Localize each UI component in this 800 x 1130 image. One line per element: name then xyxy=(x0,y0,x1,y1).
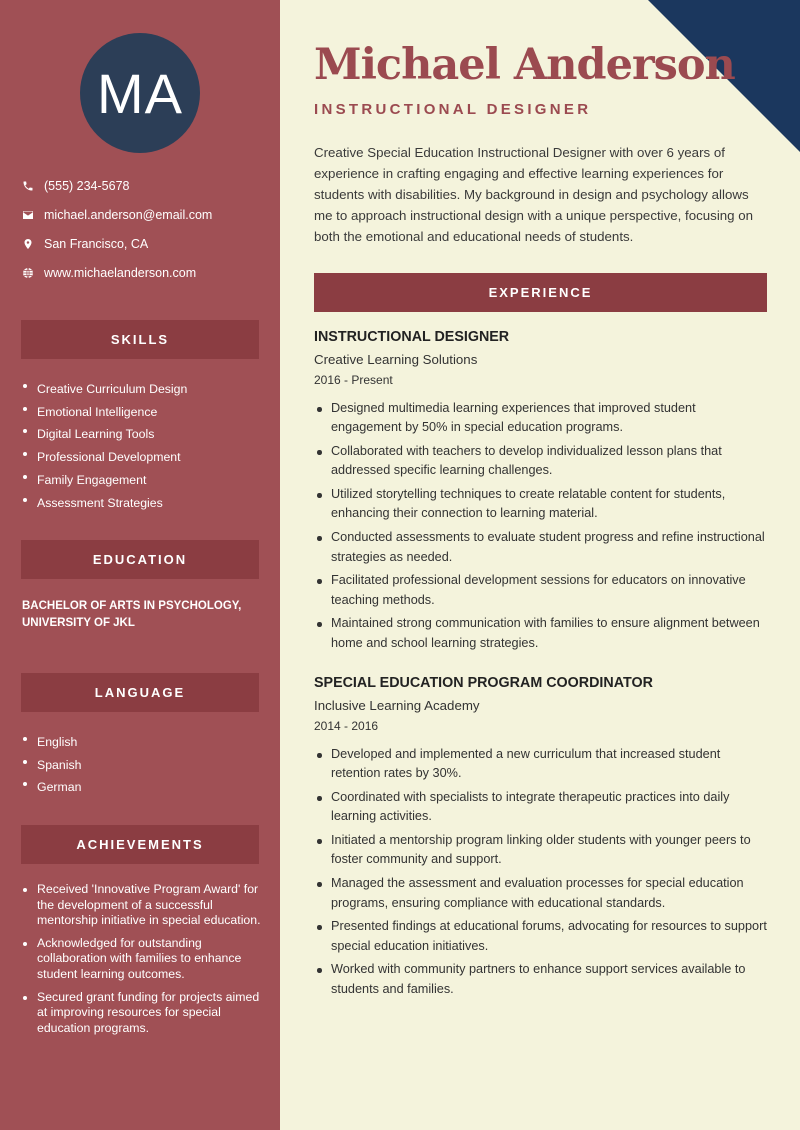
contact-email xyxy=(22,207,212,223)
list-item: Conducted assessments to evaluate student progress and refine instructional strategies as needed. xyxy=(314,528,769,567)
avatar: MA xyxy=(80,33,200,153)
list-item: Maintained strong communication with families to ensure alignment between home and school learning strategies. xyxy=(314,614,769,653)
contact-website xyxy=(22,265,196,281)
contact-location xyxy=(22,236,148,252)
list-item: Emotional Intelligence xyxy=(22,401,187,424)
job-bullets xyxy=(314,745,769,999)
list-item: Developed and implemented a new curriculum that increased student retention rates by 30%. xyxy=(314,745,769,784)
list-item: Creative Curriculum Design xyxy=(22,378,187,401)
summary: Creative Special Education Instructional Designer with over 6 years of experience in crafting engaging and effective learning experiences for students with disabilities. My background in design and psychology allows me to approach instructional design with a unique perspective, focusing on both the emotional and educational needs of students. xyxy=(314,145,754,244)
candidate-name: Michael Anderson xyxy=(314,40,735,90)
list-item: Utilized storytelling techniques to create relatable content for students, enhancing their connection to learning material. xyxy=(314,485,769,524)
list-item: Facilitated professional development sessions for educators on innovative teaching methods. xyxy=(314,571,769,610)
email-text: michael.anderson@email.com xyxy=(44,208,213,222)
list-item: Digital Learning Tools xyxy=(22,423,187,446)
job-entry xyxy=(314,675,769,1004)
sidebar xyxy=(0,0,280,1130)
skills-list xyxy=(22,378,187,514)
phone-icon xyxy=(22,180,34,192)
phone-text: (555) 234-5678 xyxy=(44,179,130,193)
location-text: San Francisco, CA xyxy=(44,237,149,251)
list-item: German xyxy=(22,776,81,799)
list-item: Initiated a mentorship program linking older students with younger peers to foster community and support. xyxy=(314,831,769,870)
job-entry xyxy=(314,329,769,658)
language-list xyxy=(22,731,81,799)
contact-phone xyxy=(22,178,129,194)
list-item: Managed the assessment and evaluation processes for special education programs, ensuring compliance with educational standards. xyxy=(314,874,769,913)
education-degree: BACHELOR OF ARTS IN PSYCHOLOGY, UNIVERSITY OF JKL xyxy=(22,600,242,629)
list-item: Assessment Strategies xyxy=(22,492,187,515)
list-item: Spanish xyxy=(22,754,81,777)
experience-header: EXPERIENCE xyxy=(314,273,767,312)
list-item: Worked with community partners to enhance support services available to students and families. xyxy=(314,960,769,999)
list-item: Designed multimedia learning experiences that improved student engagement by 50% in special education programs. xyxy=(314,399,769,438)
job-title: INSTRUCTIONAL DESIGNER xyxy=(314,101,592,118)
location-pin-icon xyxy=(22,238,34,250)
achievements-list xyxy=(22,882,262,1036)
website-text: www.michaelanderson.com xyxy=(44,266,197,280)
job-dates: 2016 - Present xyxy=(314,373,393,387)
job-bullets xyxy=(314,399,769,653)
list-item: Professional Development xyxy=(22,446,187,469)
job-dates: 2014 - 2016 xyxy=(314,719,379,733)
education-header: EDUCATION xyxy=(21,540,259,579)
list-item: Coordinated with specialists to integrate therapeutic practices into daily learning activities. xyxy=(314,788,769,827)
achievements-header: ACHIEVEMENTS xyxy=(21,825,259,864)
globe-icon xyxy=(22,267,34,279)
skills-header: SKILLS xyxy=(21,320,259,359)
list-item: English xyxy=(22,731,81,754)
job-company: Creative Learning Solutions xyxy=(314,352,478,367)
job-position: SPECIAL EDUCATION PROGRAM COORDINATOR xyxy=(314,675,653,691)
language-header: LANGUAGE xyxy=(21,673,259,712)
list-item: Acknowledged for outstanding collaboration with families to enhance student learning outcomes. xyxy=(22,936,262,983)
list-item: Family Engagement xyxy=(22,469,187,492)
job-position: INSTRUCTIONAL DESIGNER xyxy=(314,329,510,345)
job-company: Inclusive Learning Academy xyxy=(314,698,480,713)
mail-icon xyxy=(22,209,34,221)
list-item: Collaborated with teachers to develop individualized lesson plans that addressed specific learning challenges. xyxy=(314,442,769,481)
list-item: Presented findings at educational forums, advocating for resources to support special education initiatives. xyxy=(314,917,769,956)
list-item: Secured grant funding for projects aimed at improving resources for special education programs. xyxy=(22,990,262,1037)
list-item: Received 'Innovative Program Award' for the development of a successful mentorship initiative in special education. xyxy=(22,882,262,929)
